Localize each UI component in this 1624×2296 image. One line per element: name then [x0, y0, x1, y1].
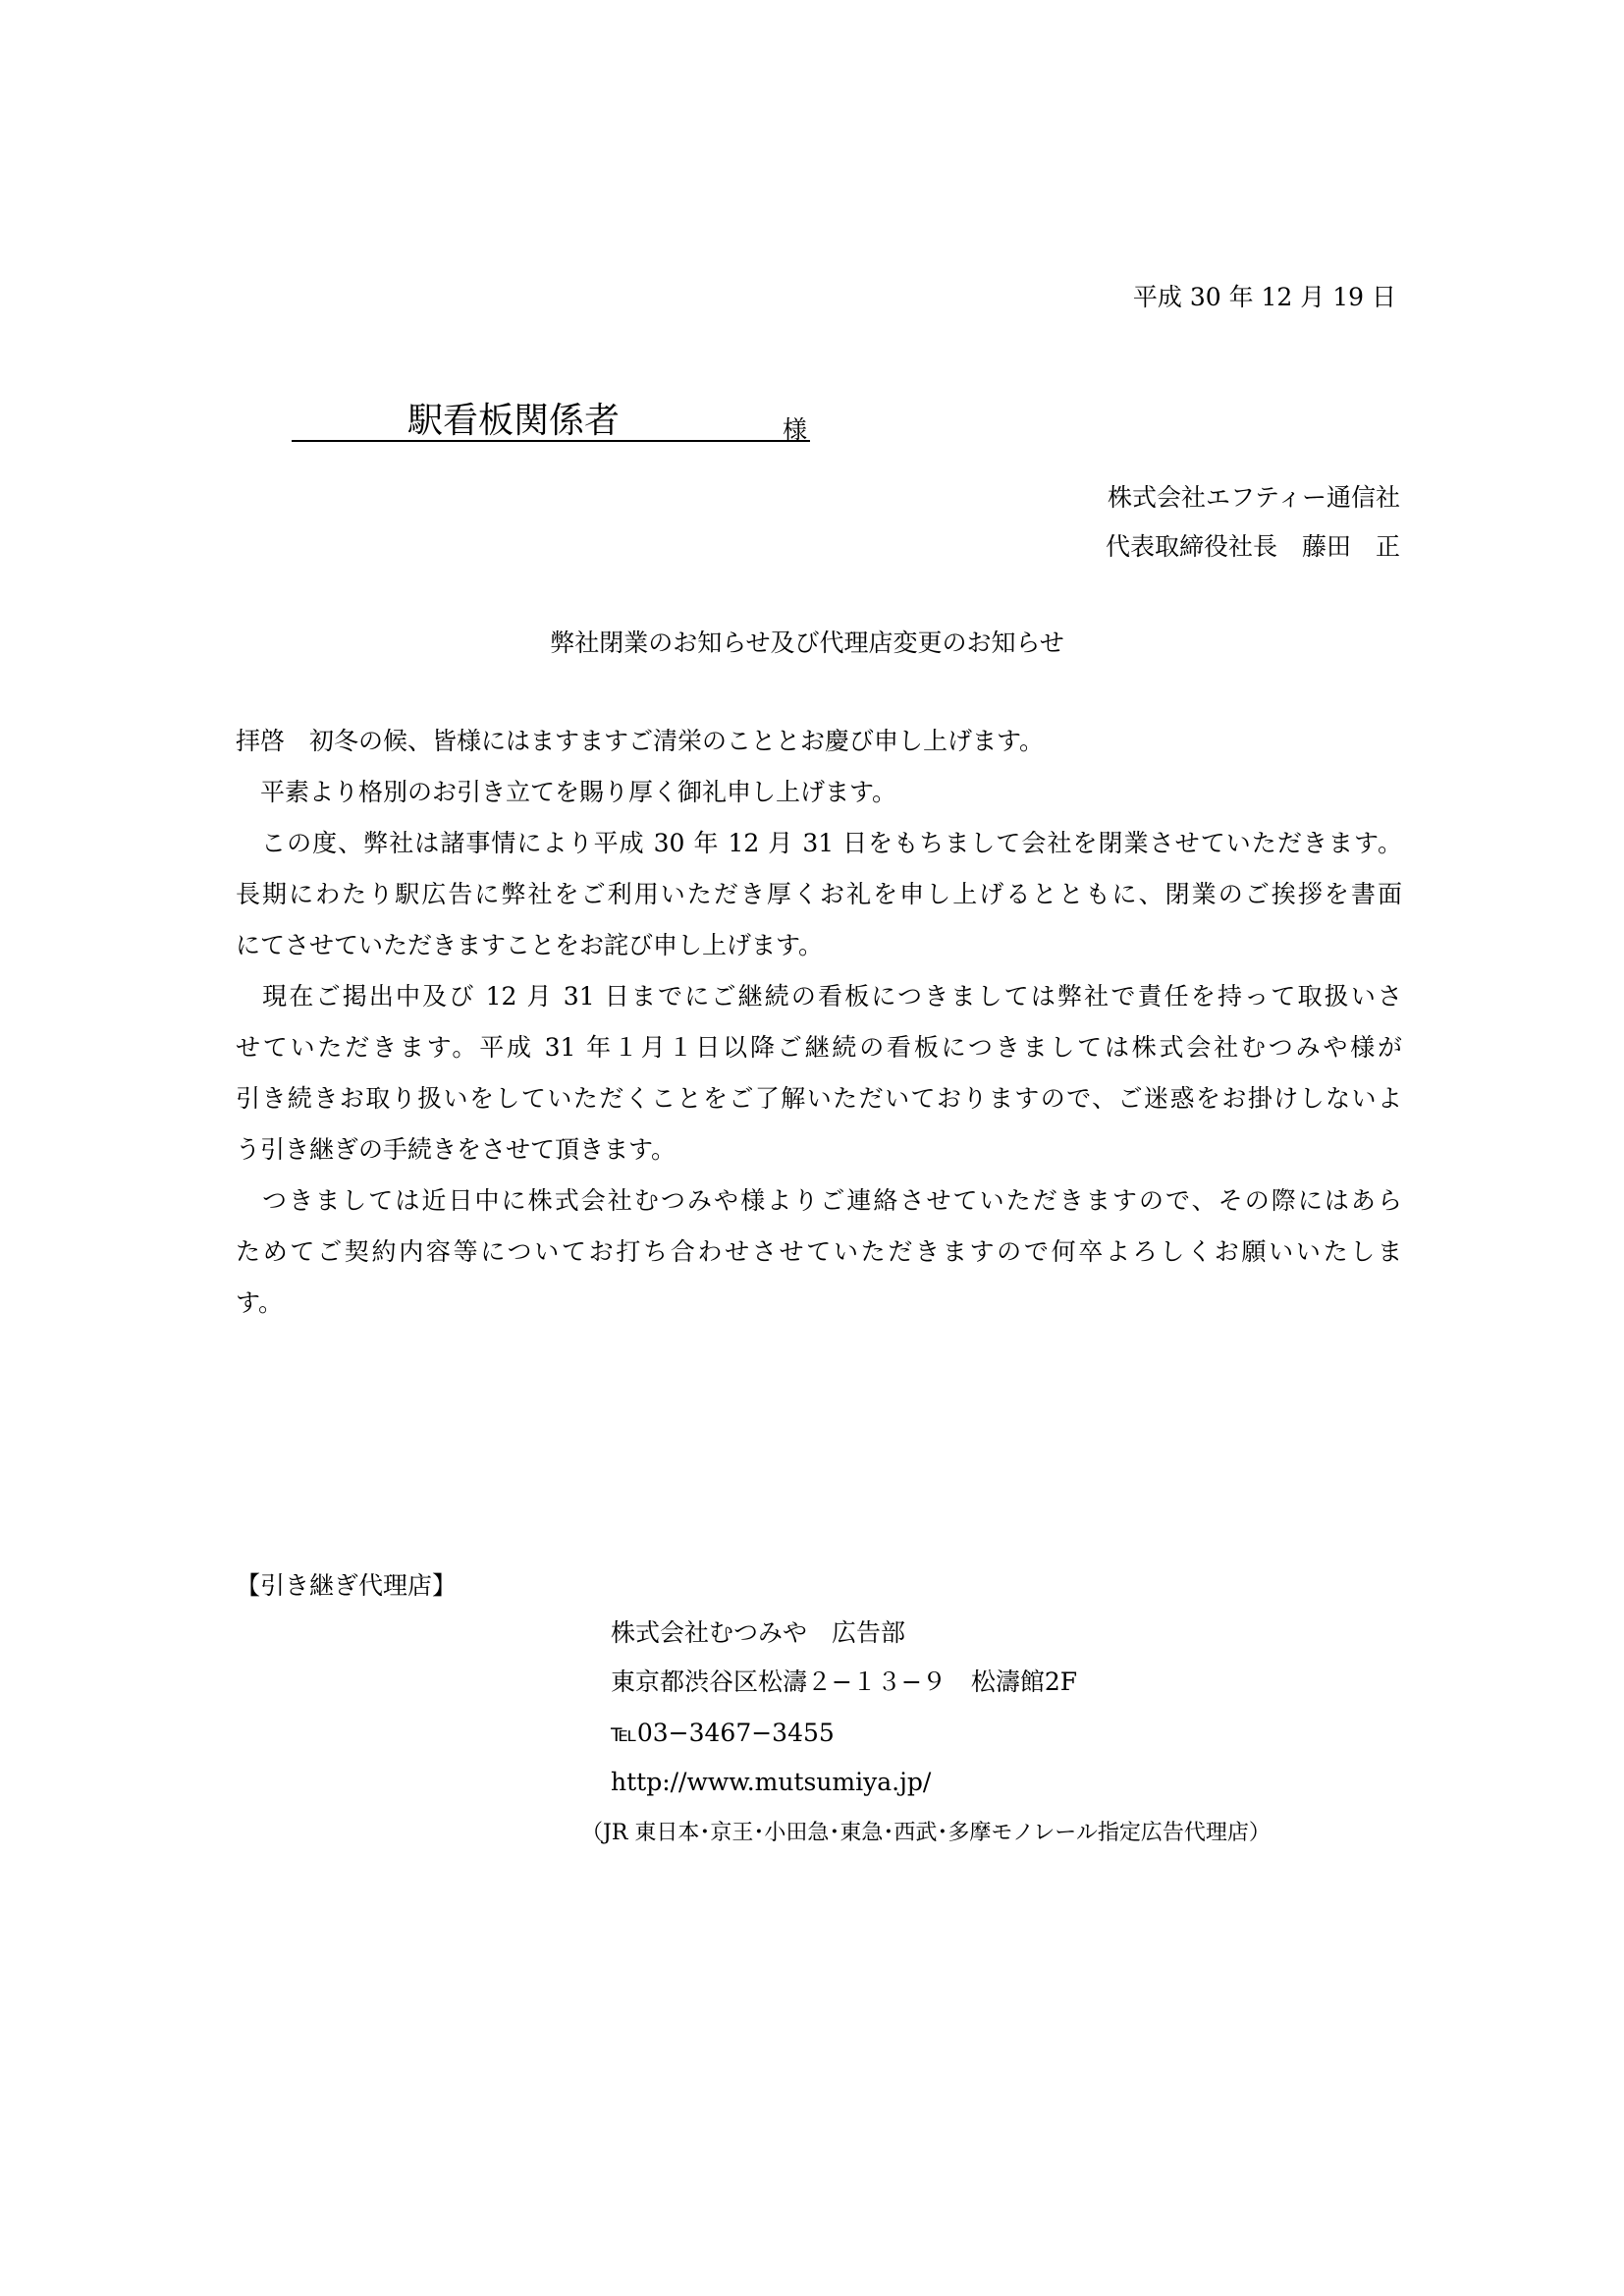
letter-body — [236, 727, 1402, 1339]
body-line: 平素より格別のお引き立てを賜り厚く御礼申し上げます。 — [236, 778, 897, 806]
agency-address: 東京都渋谷区松濤２−１３−９ 松濤館2F — [611, 1667, 1078, 1696]
agency-heading: 【引き継ぎ代理店】 — [236, 1571, 458, 1600]
body-line: 拝啓 初冬の候、皆様にはますますご清栄のこととお慶び申し上げます。 — [236, 727, 1045, 755]
body-line: 現在ご掲出中及び 12 月 31 日までにご継続の看板につきましては弊社で責任を持って取扱いさ — [236, 982, 1402, 1011]
letter-title: 弊社閉業のお知らせ及び代理店変更のお知らせ — [550, 629, 1064, 657]
body-line: 引き続きお取り扱いをしていただくことをご了解いただいておりますので、ご迷惑をお掛けしないよ — [236, 1084, 1402, 1113]
agency-url[interactable]: http://www.mutsumiya.jp/ — [611, 1768, 932, 1796]
body-line: ためてご契約内容等についてお打ち合わせさせていただきますので何卒よろしくお願いいたしま — [236, 1237, 1402, 1266]
honorific: 様 — [783, 415, 808, 444]
sender-representative: 代表取締役社長 藤田 正 — [1105, 532, 1400, 561]
body-line: 長期にわたり駅広告に弊社をご利用いただき厚くお礼を申し上げるとともに、閉業のご挨拶を書面 — [236, 880, 1402, 908]
sender-company: 株式会社エフティー通信社 — [1107, 483, 1400, 512]
letter-date: 平成 30 年 12 月 19 日 — [1132, 283, 1396, 311]
body-line: にてさせていただきますことをお詫び申し上げます。 — [236, 931, 824, 959]
body-line: つきましては近日中に株式会社むつみや様よりご連絡させていただきますので、その際にはあら — [236, 1186, 1402, 1215]
addressee: 駅看板関係者 — [407, 401, 621, 441]
agency-name: 株式会社むつみや 広告部 — [611, 1618, 906, 1647]
body-line: す。 — [236, 1288, 284, 1317]
body-line: う引き継ぎの手続きをさせて頂きます。 — [236, 1135, 677, 1164]
body-line: せていただきます。平成 31 年１月１日以降ご継続の看板につきましては株式会社むつみや様が — [236, 1033, 1402, 1062]
agency-note: （JR 東日本･京王･小田急･東急･西武･多摩モノレール指定広告代理店） — [581, 1821, 1271, 1845]
agency-tel: ℡03−3467−3455 — [611, 1719, 835, 1747]
body-line: この度、弊社は諸事情により平成 30 年 12 月 31 日をもちまして会社を閉業させていただきます。 — [236, 829, 1402, 857]
